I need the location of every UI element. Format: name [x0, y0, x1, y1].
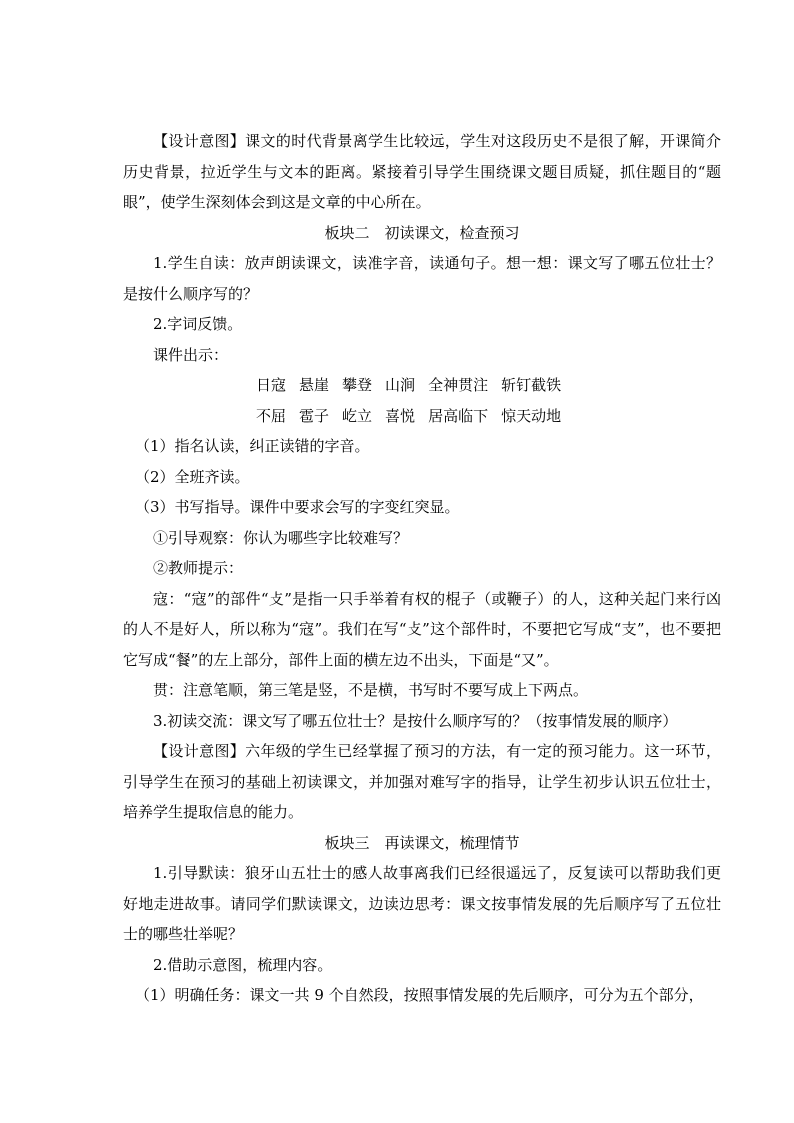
document-body [123, 126, 721, 1011]
vocab-word: 屹立 [342, 406, 373, 425]
sub-item-3: （3）书写指导。课件中要求会写的字变红突显。 [135, 498, 460, 516]
sub-item-clarify-task: （1）明确任务：课文一共 9 个自然段，按照事情发展的先后顺序，可分为五个部分， [135, 986, 704, 1004]
section-heading-2: 板块二 初读课文，检查预习 [324, 223, 520, 242]
list-item-first-reading: 3.初读交流：课文写了哪五位壮士？是按什么顺序写的？（按事情发展的顺序） [153, 711, 678, 730]
vocab-word: 攀登 [342, 376, 373, 394]
section-heading-3: 板块三 再读课文，梳理情节 [324, 833, 520, 852]
sub-item-2: （2）全班齐读。 [135, 467, 250, 486]
character-note-kou: 寇：“寇”的部件“攴”是指一只手举着有权的棍子（或鞭子）的人，这种关起门来行凶的人不是好人，所以称为“寇”。我们在写“攴”这个部件时，不要把它写成“支”，也不要把它写成“餐”的左上部分，部件上面的横左边不出头，下面是“又”。 [123, 589, 721, 669]
list-item-self-reading: 1.学生自读：放声朗读课文，读准字音，读通句子。想一想：课文写了哪五位壮士？是按什么顺序写的？ [123, 254, 721, 303]
vocab-word: 不屈 [256, 406, 287, 425]
design-intent-paragraph-2: 【设计意图】六年级的学生已经掌握了预习的方法，有一定的预习能力。这一环节，引导学生在预习的基础上初读课文，并加强对难写字的指导，让学生初步认识五位壮士，培养学生提取信息的能力。 [123, 742, 721, 821]
circled-item-2: ②教师提示： [153, 559, 244, 577]
vocab-word: 山涧 [385, 376, 416, 394]
courseware-label: 课件出示： [153, 345, 229, 364]
vocab-word: 惊天动地 [501, 406, 562, 425]
vocab-word: 日寇 [256, 376, 287, 394]
circled-item-1: ①引导观察：你认为哪些字比较难写？ [153, 528, 409, 547]
list-item-word-feedback: 2.字词反馈。 [153, 315, 243, 333]
design-intent-paragraph-1: 【设计意图】课文的时代背景离学生比较远，学生对这段历史不是很了解，开课简介历史背景，拉近学生与文本的距离。紧接着引导学生围绕课文题目质疑，抓住题目的“题眼”，使学生深刻体会到这是文章的中心所在。 [123, 132, 721, 211]
character-note-guan: 贯：注意笔顺，第三笔是竖，不是横，书写时不要写成上下两点。 [153, 681, 589, 699]
vocabulary-row-2 [123, 401, 721, 432]
vocab-word: 雹子 [299, 406, 330, 425]
list-item-silent-reading: 1.引导默读：狼牙山五壮士的感人故事离我们已经很遥远了，反复读可以帮助我们更好地走进故事。请同学们默读课文，边读边思考：课文按事情发展的先后顺序写了五位壮士的哪些壮举呢？ [123, 864, 721, 943]
vocabulary-row-1 [123, 370, 721, 401]
vocab-word: 悬崖 [299, 376, 330, 394]
vocab-word: 全神贯注 [428, 376, 489, 394]
vocab-word: 斩钉截铁 [501, 376, 562, 394]
sub-item-1: （1）指名认读，纠正读错的字音。 [135, 437, 370, 455]
vocab-word: 喜悦 [385, 406, 416, 425]
list-item-diagram: 2.借助示意图，梳理内容。 [153, 955, 333, 974]
vocab-word: 居高临下 [428, 406, 489, 425]
